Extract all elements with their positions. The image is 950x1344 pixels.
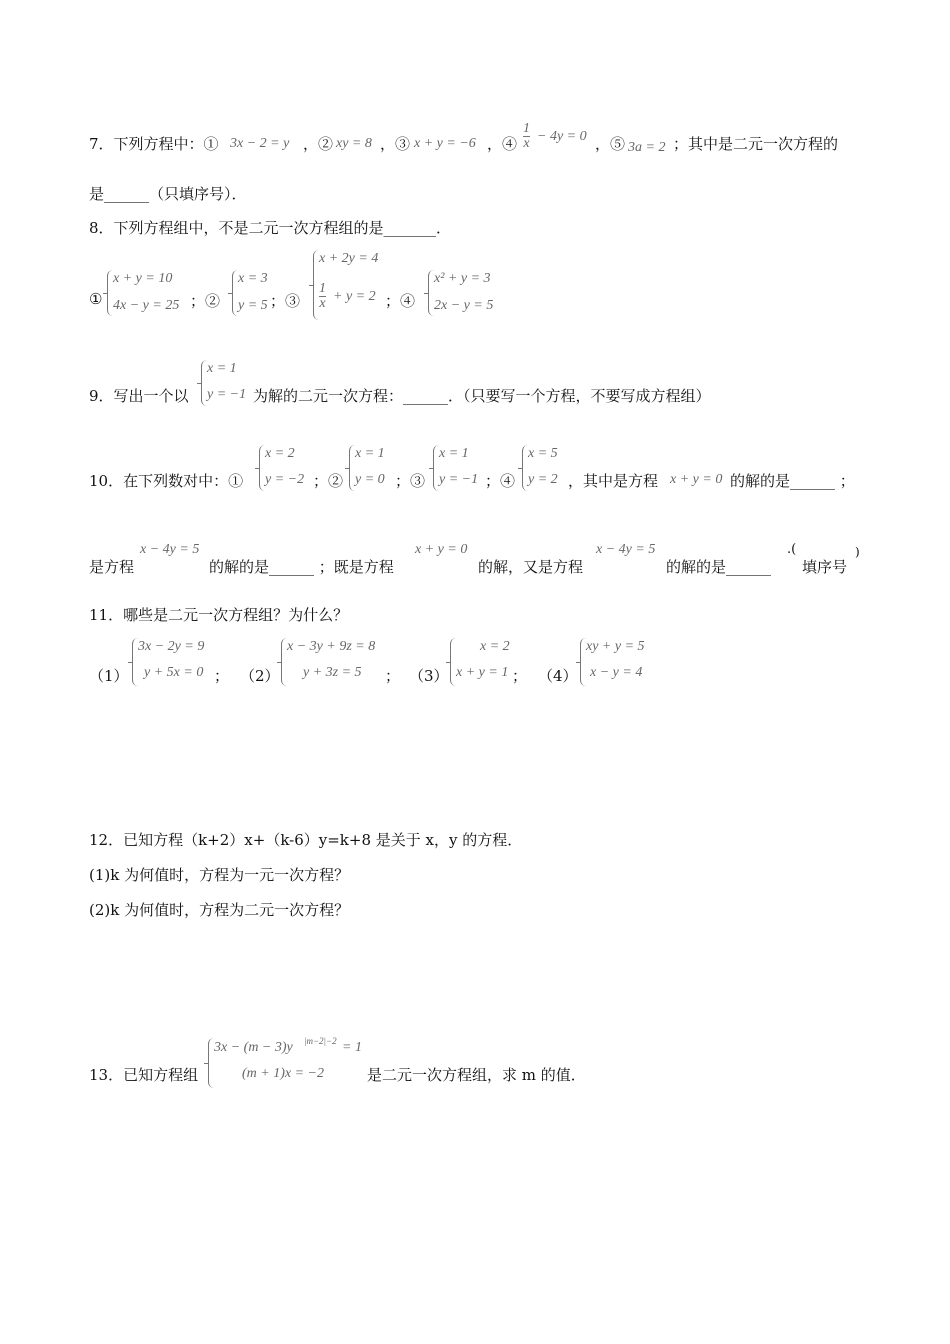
q10-pair1-a: x = 2: [265, 446, 295, 461]
q7-eq4-numerator: 1: [523, 121, 530, 136]
q10-pair1-b: y = −2: [265, 472, 305, 487]
q13-pre: 13．已知方程组: [89, 1066, 199, 1084]
q11-label-4: （4）: [538, 667, 578, 685]
q7-eq4-rest: − 4y = 0: [537, 129, 587, 144]
q8-opt1-mark: ①: [89, 290, 103, 308]
q7-eq5: 3a = 2: [628, 140, 666, 155]
q8-opt4-eq-a: x² + y = 3: [434, 271, 491, 286]
q7-eq2: xy = 8: [336, 136, 372, 151]
q10-mid: ，其中是方程: [568, 472, 659, 490]
q10-pair3-b: y = −1: [439, 472, 479, 487]
q10-line2-c: 的解，又是方程: [478, 558, 584, 576]
q7-tail: ；其中是二元一次方程的: [673, 135, 839, 153]
q10-pair2-a: x = 1: [355, 446, 385, 461]
q11-sys2-a: x − 3y + 9z = 8: [287, 639, 376, 654]
q10-line2-b: 的解的是______ ；既是方程: [209, 558, 394, 576]
q12-title: 12．已知方程（k+2）x+（k-6）y=k+8 是关于 x，y 的方程．: [89, 831, 523, 849]
q8-opt3-numerator: 1: [319, 281, 326, 296]
q8-opt1-eq-a: x + y = 10: [113, 271, 173, 286]
q9-post: 为解的二元一次方程：______．（只要写一个方程，不要写成方程组）: [253, 387, 711, 405]
q11-sys3-b: x + y = 1: [456, 665, 509, 680]
q10-line2-paren-close: ): [855, 545, 860, 559]
q10-line2-eq2: x + y = 0: [415, 542, 468, 557]
q7-sep4: ，⑤: [595, 135, 626, 153]
q11-sys3-a: x = 2: [480, 639, 510, 654]
q10-line2-e: 填序号: [802, 558, 848, 576]
q7-sep2: ，③: [380, 135, 411, 153]
q7-sep3: ，④: [487, 135, 518, 153]
q8-sep3: ；④: [385, 292, 416, 310]
q11-sys4-a: xy + y = 5: [586, 639, 645, 654]
q8-opt2-eq-a: x = 3: [238, 271, 268, 286]
q8-opt1-eq-b: 4x − y = 25: [113, 298, 180, 313]
q8-opt3-eq-a: x + 2y = 4: [319, 251, 379, 266]
q10-line2-eq3: x − 4y = 5: [596, 542, 656, 557]
q12-part1: (1)k 为何值时，方程为一元一次方程？: [89, 866, 350, 884]
q8-opt3-denominator: x: [319, 296, 326, 311]
q8-opt2-eq-b: y = 5: [238, 298, 268, 313]
q10-line2-eq1: x − 4y = 5: [140, 542, 200, 557]
q10-sep1: ；②: [313, 472, 344, 490]
q10-sep2: ；③: [395, 472, 426, 490]
q11-label-2: （2）: [240, 667, 280, 685]
q8-opt3-eq-b: + y = 2: [333, 289, 376, 304]
q13-eq-a-main: 3x − (m − 3)y: [214, 1040, 293, 1055]
q11-sys1-b: y + 5x = 0: [144, 665, 204, 680]
q11-sys4-b: x − y = 4: [590, 665, 643, 680]
q12-part2: (2)k 为何值时，方程为二元一次方程？: [89, 901, 350, 919]
q11-label-3: （3）: [409, 667, 449, 685]
q10-pair4-b: y = 2: [528, 472, 558, 487]
q10-line2-d: 的解的是______: [666, 558, 772, 576]
q11-sep2: ；: [385, 667, 401, 685]
q7-eq3: x + y = −6: [414, 136, 476, 151]
q13-eq-a-end: = 1: [342, 1040, 362, 1055]
q10-eqA: x + y = 0: [670, 472, 723, 487]
q7-eq1: 3x − 2 = y: [230, 136, 290, 151]
q11-sys1-a: 3x − 2y = 9: [138, 639, 205, 654]
q10-line2-paren-open: .(: [787, 542, 797, 557]
q9-sys-b: y = −1: [207, 387, 247, 402]
q9-sys-a: x = 1: [207, 361, 237, 376]
q10-pair3-a: x = 1: [439, 446, 469, 461]
q13-eq-a-exponent: |m−2|−2: [304, 1036, 337, 1046]
q13-post: 是二元一次方程组，求 m 的值．: [367, 1066, 586, 1084]
q10-sep3: ；④: [485, 472, 516, 490]
q8-sep1: ；②: [190, 292, 221, 310]
q7-eq4-denominator: x: [523, 136, 530, 151]
q7-sep1: ，②: [303, 135, 334, 153]
q11-sys2-b: y + 3z = 5: [303, 665, 362, 680]
q10-pair4-a: x = 5: [528, 446, 558, 461]
q9-pre: 9．写出一个以: [89, 387, 189, 405]
q11-title: 11．哪些是二元一次方程组？为什么？: [89, 606, 349, 624]
q7-line2: 是______（只填序号）．: [89, 185, 247, 203]
q10-line2-a: 是方程: [89, 558, 135, 576]
q13-eq-b: (m + 1)x = −2: [242, 1066, 324, 1081]
q11-sep1: ；: [214, 667, 230, 685]
q10-pre: 10．在下列数对中：①: [89, 472, 244, 490]
q8-sep2: ；③: [270, 292, 301, 310]
q11-label-1: （1）: [89, 667, 129, 685]
q7-line1-start: 7．下列方程中：①: [89, 135, 219, 153]
q10-pair2-b: y = 0: [355, 472, 385, 487]
q8-title: 8．下列方程组中，不是二元一次方程组的是_______．: [89, 219, 452, 237]
q8-opt4-eq-b: 2x − y = 5: [434, 298, 494, 313]
q11-sep3: ；: [512, 667, 528, 685]
q10-tail: 的解的是______ ；: [730, 472, 855, 490]
